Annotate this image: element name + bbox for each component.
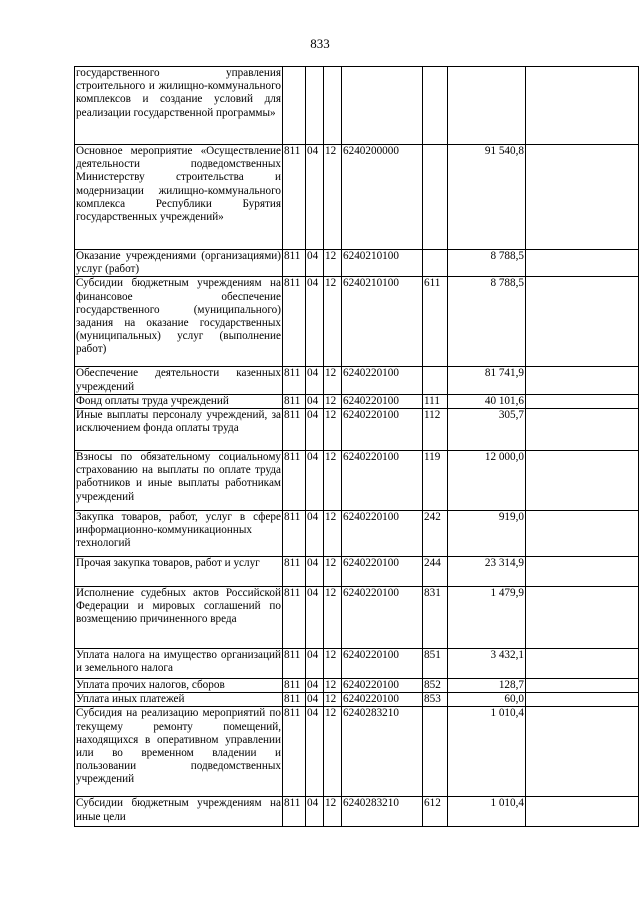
row-vr: 244 (423, 557, 448, 587)
row-amount: 12 000,0 (448, 451, 526, 511)
row-vr: 611 (423, 277, 448, 367)
row-pr: 12 (324, 394, 342, 408)
row-name: Прочая закупка товаров, работ и услуг (75, 557, 283, 587)
row-amount: 81 741,9 (448, 367, 526, 394)
row-csr: 6240220100 (342, 394, 423, 408)
table-row (75, 409, 639, 451)
row-amount: 23 314,9 (448, 557, 526, 587)
row-csr: 6240220100 (342, 649, 423, 679)
row-extra (526, 451, 639, 511)
row-csr: 6240220100 (342, 679, 423, 693)
row-extra (526, 557, 639, 587)
row-extra (526, 250, 639, 277)
row-rz: 04 (306, 145, 324, 250)
row-ved: 811 (283, 409, 306, 451)
row-extra (526, 649, 639, 679)
row-rz: 04 (306, 707, 324, 797)
row-amount: 128,7 (448, 679, 526, 693)
row-vr (423, 67, 448, 145)
row-vr (423, 145, 448, 250)
row-ved: 811 (283, 451, 306, 511)
row-amount: 1 010,4 (448, 707, 526, 797)
row-vr: 853 (423, 693, 448, 707)
row-vr: 119 (423, 451, 448, 511)
row-csr: 6240210100 (342, 250, 423, 277)
row-amount: 919,0 (448, 511, 526, 557)
row-extra (526, 587, 639, 649)
table-row (75, 649, 639, 679)
row-pr: 12 (324, 145, 342, 250)
row-extra (526, 679, 639, 693)
row-name: Закупка товаров, работ, услуг в сфере информационно-коммуникационных технологий (75, 511, 283, 557)
row-vr: 612 (423, 797, 448, 827)
row-rz: 04 (306, 451, 324, 511)
row-ved: 811 (283, 649, 306, 679)
row-extra (526, 707, 639, 797)
row-rz: 04 (306, 250, 324, 277)
row-csr: 6240220100 (342, 587, 423, 649)
row-rz: 04 (306, 277, 324, 367)
row-csr: 6240220100 (342, 693, 423, 707)
row-csr: 6240283210 (342, 797, 423, 827)
row-pr: 12 (324, 693, 342, 707)
row-ved: 811 (283, 707, 306, 797)
row-ved: 811 (283, 587, 306, 649)
row-amount: 1 010,4 (448, 797, 526, 827)
row-vr: 111 (423, 394, 448, 408)
row-name: Исполнение судебных актов Российской Федерации и мировых соглашений по возмещению причиненного вреда (75, 587, 283, 649)
table-row (75, 797, 639, 827)
row-rz (306, 67, 324, 145)
row-ved: 811 (283, 277, 306, 367)
row-rz: 04 (306, 587, 324, 649)
row-pr: 12 (324, 797, 342, 827)
row-name: Субсидии бюджетным учреждениям на иные цели (75, 797, 283, 827)
table-row (75, 145, 639, 250)
row-pr: 12 (324, 557, 342, 587)
row-amount: 91 540,8 (448, 145, 526, 250)
row-name: Уплата налога на имущество организаций и земельного налога (75, 649, 283, 679)
row-vr (423, 250, 448, 277)
row-rz: 04 (306, 511, 324, 557)
row-extra (526, 409, 639, 451)
row-extra (526, 367, 639, 394)
row-ved: 811 (283, 797, 306, 827)
row-pr: 12 (324, 649, 342, 679)
row-name: Обеспечение деятельности казенных учреждений (76, 367, 281, 393)
row-rz: 04 (306, 557, 324, 587)
row-vr: 852 (423, 679, 448, 693)
row-name: Основное мероприятие «Осуществление деятельности подведомственных Министерству строительства и модернизации жилищно-коммунального комплекса Республики Бурятия государственных учреждений» (75, 145, 283, 250)
row-rz: 04 (306, 367, 324, 394)
row-pr: 12 (324, 277, 342, 367)
page-number: 833 (310, 36, 330, 51)
row-rz: 04 (306, 409, 324, 451)
row-extra (526, 511, 639, 557)
table-row (75, 67, 639, 145)
row-ved: 811 (283, 394, 306, 408)
row-amount: 305,7 (448, 409, 526, 451)
row-ved (283, 67, 306, 145)
row-name: государственного управления строительного и жилищно-коммунального комплексов и создание условий для реализации государственной программы» (75, 67, 283, 145)
row-amount: 1 479,9 (448, 587, 526, 649)
row-ved: 811 (283, 145, 306, 250)
row-extra (526, 277, 639, 367)
row-csr: 6240210100 (342, 277, 423, 367)
row-name: Субсидия на реализацию мероприятий по текущему ремонту помещений, находящихся в оперативном управлении или во временном владении и пользовании подведомственных учреждений (75, 707, 283, 797)
table-row (75, 250, 639, 277)
row-amount: 3 432,1 (448, 649, 526, 679)
row-pr: 12 (324, 587, 342, 649)
row-ved: 811 (283, 557, 306, 587)
row-name: Субсидии бюджетным учреждениям на финансовое обеспечение государственного (муниципального) задания на оказание государственных (муниципальных) услуг (выполнение работ) (75, 277, 283, 367)
row-ved: 811 (283, 250, 306, 277)
row-pr: 12 (324, 451, 342, 511)
row-extra (526, 67, 639, 145)
row-pr: 12 (324, 707, 342, 797)
row-vr: 242 (423, 511, 448, 557)
row-csr: 6240200000 (342, 145, 423, 250)
row-vr: 851 (423, 649, 448, 679)
row-rz: 04 (306, 693, 324, 707)
table-row (75, 367, 639, 394)
row-extra (526, 145, 639, 250)
row-rz: 04 (306, 797, 324, 827)
row-rz: 04 (306, 394, 324, 408)
row-name: Уплата иных платежей (75, 693, 283, 707)
table-row (75, 557, 639, 587)
table-row (75, 707, 639, 797)
row-amount (448, 67, 526, 145)
row-pr: 12 (324, 409, 342, 451)
row-pr: 12 (324, 679, 342, 693)
row-ved: 811 (283, 367, 306, 394)
row-csr: 6240220100 (342, 451, 423, 511)
row-vr: 831 (423, 587, 448, 649)
row-name: Оказание учреждениями (организациями) услуг (работ) (76, 250, 281, 276)
table-row (75, 394, 639, 408)
row-pr: 12 (324, 367, 342, 394)
row-ved: 811 (283, 693, 306, 707)
row-csr: 6240283210 (342, 707, 423, 797)
row-pr: 12 (324, 250, 342, 277)
row-pr: 12 (324, 511, 342, 557)
budget-table (74, 66, 639, 827)
row-amount: 8 788,5 (448, 250, 526, 277)
row-rz: 04 (306, 679, 324, 693)
row-vr (423, 367, 448, 394)
row-vr (423, 707, 448, 797)
row-csr: 6240220100 (342, 409, 423, 451)
row-name: Иные выплаты персоналу учреждений, за исключением фонда оплаты труда (75, 409, 283, 451)
row-name: Взносы по обязательному социальному страхованию на выплаты по оплате труда работников и иные выплаты работникам учреждений (75, 451, 283, 511)
row-extra (526, 693, 639, 707)
table-row (75, 679, 639, 693)
table-row (75, 511, 639, 557)
row-rz: 04 (306, 649, 324, 679)
row-amount: 60,0 (448, 693, 526, 707)
row-amount: 40 101,6 (448, 394, 526, 408)
row-name: Уплата прочих налогов, сборов (75, 679, 283, 693)
table-row (75, 693, 639, 707)
row-csr: 6240220100 (342, 511, 423, 557)
table-row (75, 587, 639, 649)
row-ved: 811 (283, 511, 306, 557)
table-row (75, 277, 639, 367)
row-csr: 6240220100 (342, 557, 423, 587)
row-csr: 6240220100 (342, 367, 423, 394)
row-csr (342, 67, 423, 145)
row-amount: 8 788,5 (448, 277, 526, 367)
row-ved: 811 (283, 679, 306, 693)
table-row (75, 451, 639, 511)
row-pr (324, 67, 342, 145)
row-name: Фонд оплаты труда учреждений (75, 394, 283, 408)
row-vr: 112 (423, 409, 448, 451)
row-extra (526, 797, 639, 827)
row-extra (526, 394, 639, 408)
